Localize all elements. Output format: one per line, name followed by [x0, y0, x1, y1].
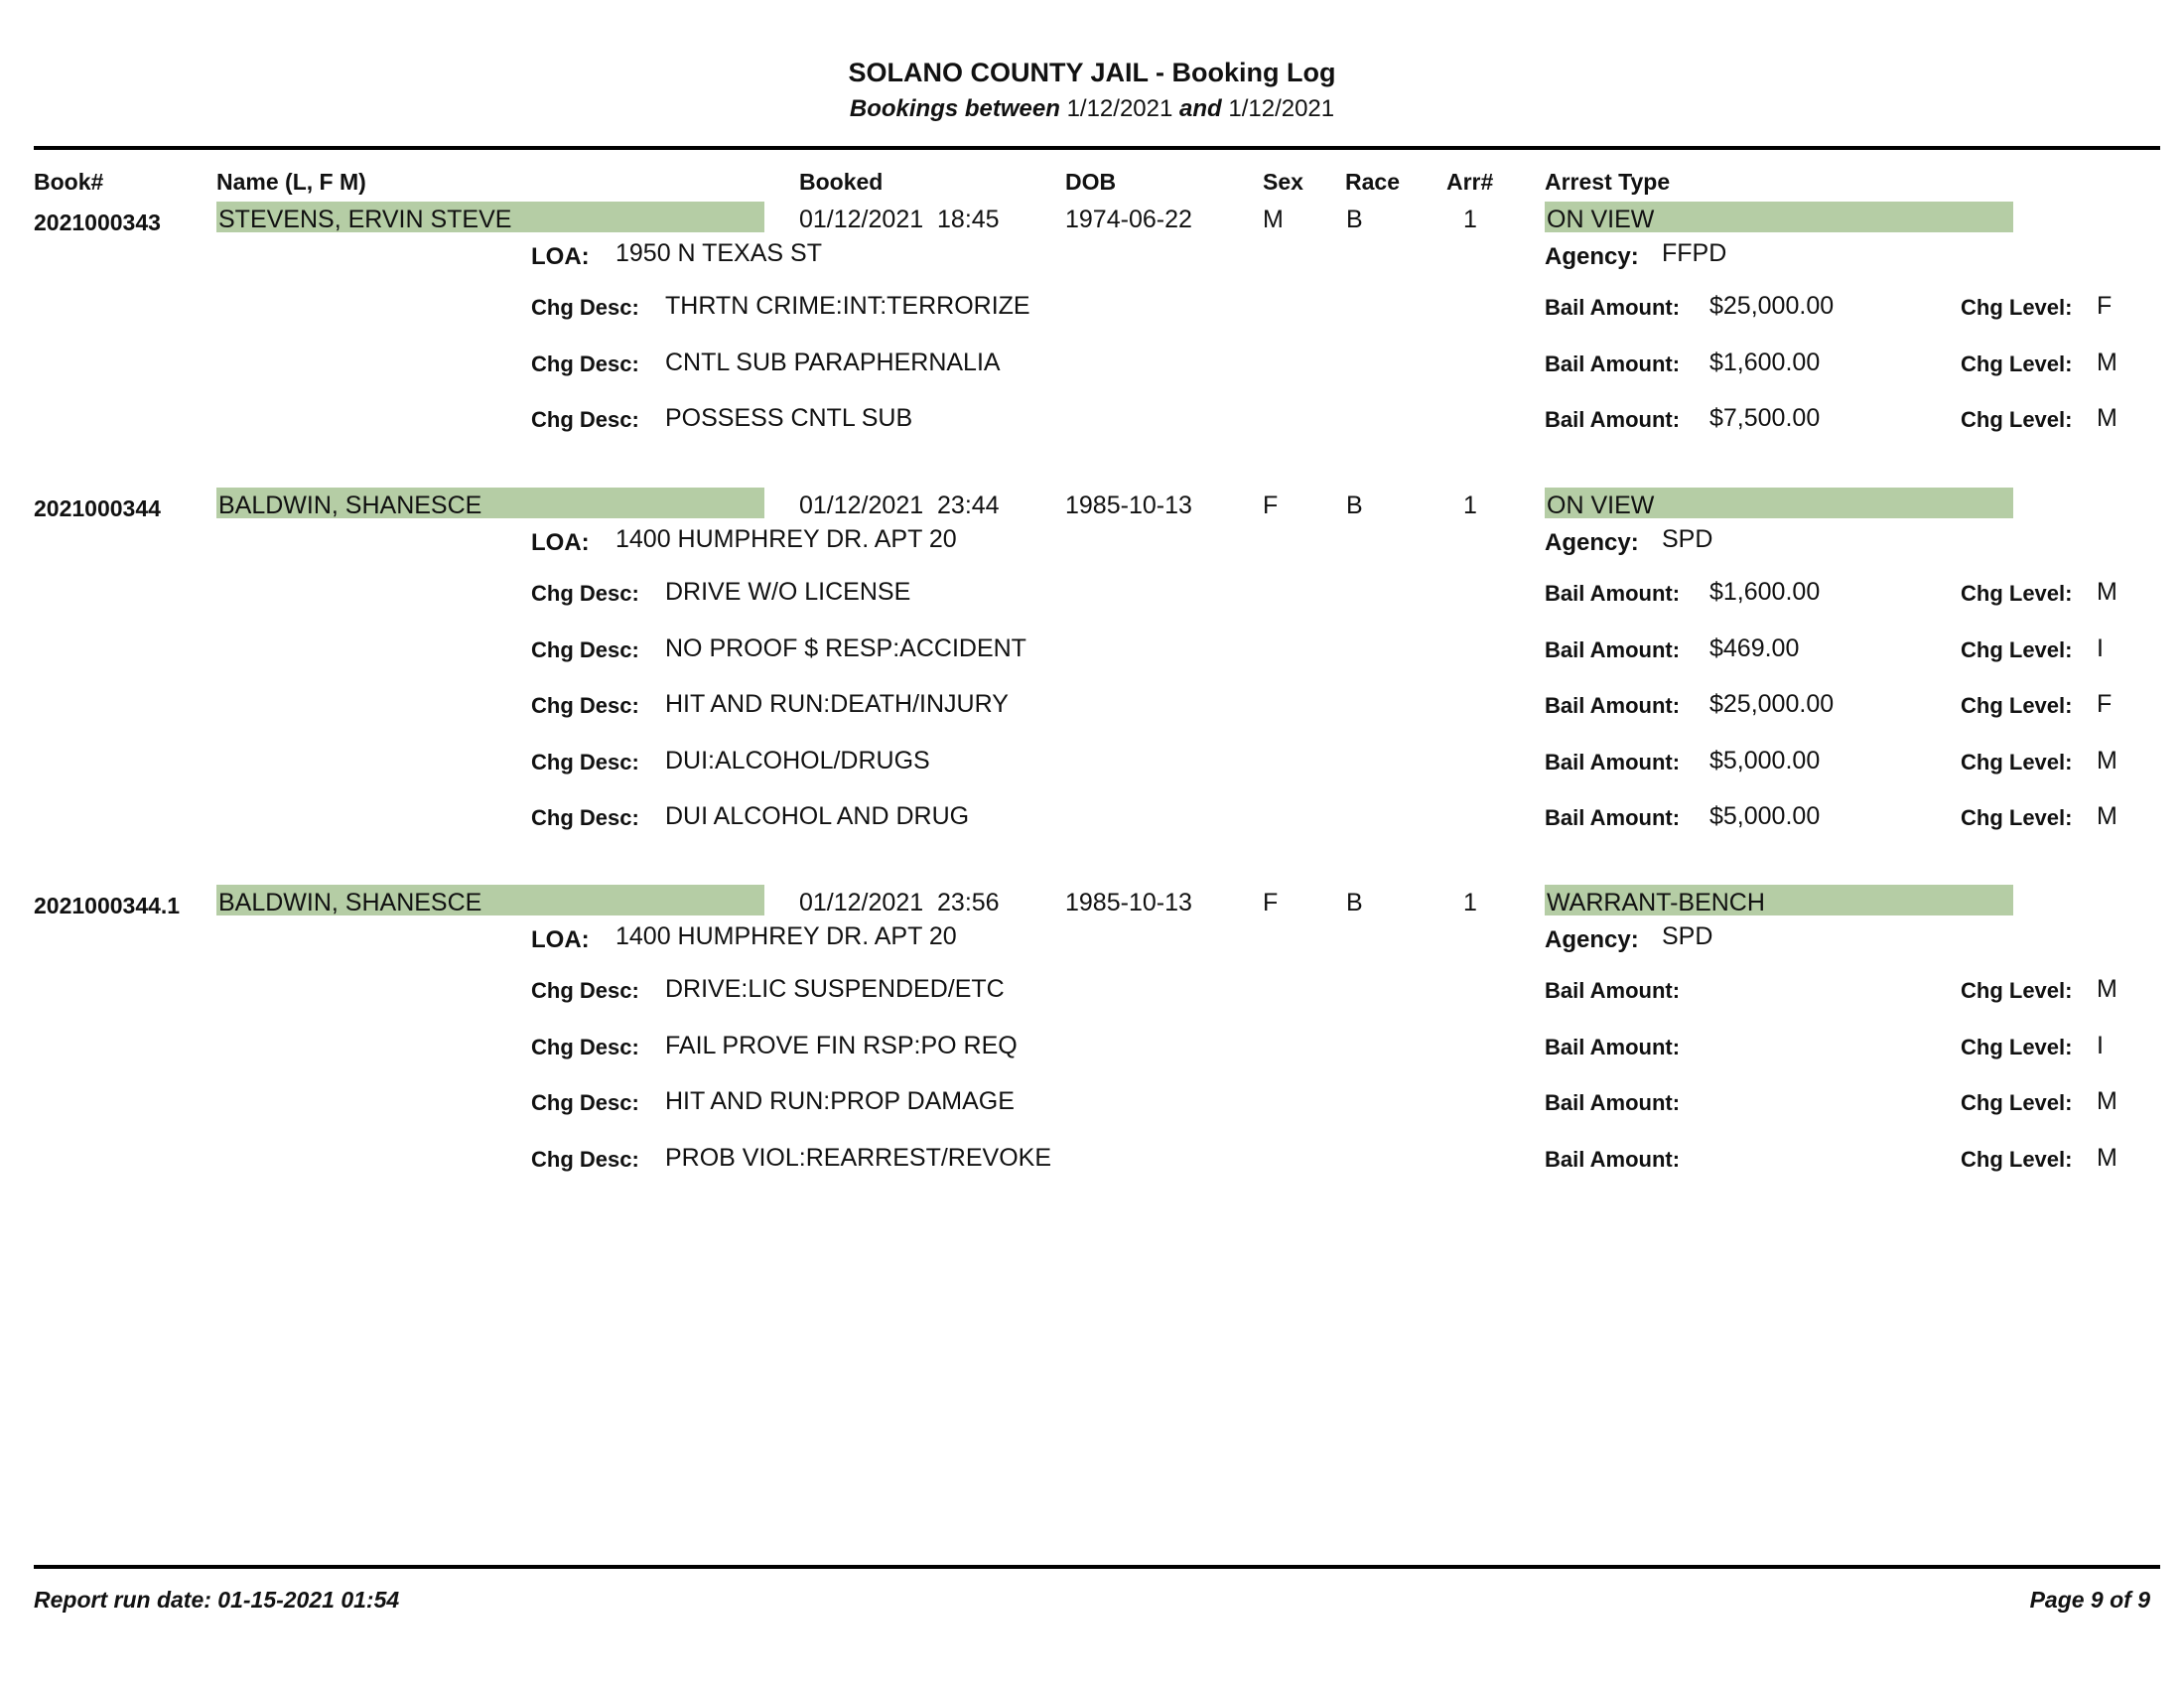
inmate-name: STEVENS, ERVIN STEVE [218, 206, 512, 233]
dob: 1985-10-13 [1065, 492, 1192, 519]
charge-description: HIT AND RUN:PROP DAMAGE [665, 1087, 1015, 1115]
sex: F [1263, 492, 1279, 519]
book-number: 2021000344 [34, 495, 161, 521]
chg-desc-label: Chg Desc: [531, 1147, 639, 1172]
bail-amount-label: Bail Amount: [1545, 1147, 1681, 1172]
race: B [1346, 206, 1363, 233]
booked-datetime: 01/12/2021 18:45 [799, 206, 1000, 233]
charge-description: POSSESS CNTL SUB [665, 404, 913, 432]
loa-label: LOA: [531, 926, 590, 953]
agency-label: Agency: [1545, 243, 1639, 270]
bail-amount-label: Bail Amount: [1545, 750, 1681, 774]
chg-desc-label: Chg Desc: [531, 693, 639, 718]
arrest-type: WARRANT-BENCH [1547, 889, 1765, 916]
arrest-number: 1 [1463, 889, 1477, 916]
arrest-number: 1 [1463, 492, 1477, 519]
bail-amount: $5,000.00 [1709, 747, 1821, 774]
subtitle-prefix: Bookings between [849, 95, 1060, 122]
name-highlight [216, 885, 764, 915]
charge-level: F [2097, 690, 2113, 718]
header-rule [34, 146, 2160, 150]
chg-desc-label: Chg Desc: [531, 750, 639, 774]
chg-desc-label: Chg Desc: [531, 805, 639, 830]
col-sex: Sex [1263, 169, 1303, 195]
bail-amount: $469.00 [1709, 634, 1800, 662]
charge-level: M [2097, 1087, 2117, 1115]
chg-desc-label: Chg Desc: [531, 1035, 639, 1059]
booked-datetime: 01/12/2021 23:56 [799, 889, 1000, 916]
charge-level: M [2097, 802, 2117, 830]
col-booked: Booked [799, 169, 884, 195]
charge-level: M [2097, 747, 2117, 774]
bail-amount: $5,000.00 [1709, 802, 1821, 830]
dob: 1974-06-22 [1065, 206, 1192, 233]
name-highlight [216, 202, 764, 232]
chg-level-label: Chg Level: [1961, 295, 2073, 320]
report-run-date: Report run date: 01-15-2021 01:54 [34, 1587, 400, 1613]
col-arrest-type: Arrest Type [1545, 169, 1671, 195]
charge-description: NO PROOF $ RESP:ACCIDENT [665, 634, 1026, 662]
charge-level: M [2097, 1144, 2117, 1172]
arrest-type: ON VIEW [1547, 492, 1655, 519]
charge-level: F [2097, 292, 2113, 320]
loa-address: 1400 HUMPHREY DR. APT 20 [615, 525, 957, 553]
chg-level-label: Chg Level: [1961, 750, 2073, 774]
date-to: 1/12/2021 [1228, 95, 1335, 122]
chg-desc-label: Chg Desc: [531, 637, 639, 662]
bail-amount-label: Bail Amount: [1545, 581, 1681, 606]
arrest-number: 1 [1463, 206, 1477, 233]
chg-level-label: Chg Level: [1961, 637, 2073, 662]
charge-description: DUI:ALCOHOL/DRUGS [665, 747, 930, 774]
chg-level-label: Chg Level: [1961, 1090, 2073, 1115]
bail-amount-label: Bail Amount: [1545, 295, 1681, 320]
bail-amount: $7,500.00 [1709, 404, 1821, 432]
col-race: Race [1345, 169, 1400, 195]
bail-amount: $25,000.00 [1709, 292, 1835, 320]
arrest-type-highlight [1545, 488, 2013, 518]
chg-desc-label: Chg Desc: [531, 581, 639, 606]
col-name: Name (L, F M) [216, 169, 366, 195]
inmate-name: BALDWIN, SHANESCE [218, 492, 482, 519]
bail-amount-label: Bail Amount: [1545, 693, 1681, 718]
loa-label: LOA: [531, 243, 590, 270]
sex: F [1263, 889, 1279, 916]
bail-amount-label: Bail Amount: [1545, 352, 1681, 376]
bail-amount-label: Bail Amount: [1545, 1090, 1681, 1115]
charge-description: DRIVE W/O LICENSE [665, 578, 911, 606]
chg-level-label: Chg Level: [1961, 407, 2073, 432]
charge-description: FAIL PROVE FIN RSP:PO REQ [665, 1032, 1018, 1059]
book-number: 2021000343 [34, 210, 161, 235]
name-highlight [216, 488, 764, 518]
charge-description: HIT AND RUN:DEATH/INJURY [665, 690, 1009, 718]
agency-label: Agency: [1545, 529, 1639, 556]
charge-level: I [2097, 1032, 2104, 1059]
bail-amount: $1,600.00 [1709, 578, 1821, 606]
footer-rule [34, 1565, 2160, 1569]
bail-amount: $1,600.00 [1709, 349, 1821, 376]
chg-level-label: Chg Level: [1961, 352, 2073, 376]
charge-level: M [2097, 975, 2117, 1003]
col-arr: Arr# [1446, 169, 1494, 195]
charge-level: M [2097, 404, 2117, 432]
charge-description: DRIVE:LIC SUSPENDED/ETC [665, 975, 1005, 1003]
chg-desc-label: Chg Desc: [531, 407, 639, 432]
chg-level-label: Chg Level: [1961, 581, 2073, 606]
arrest-type: ON VIEW [1547, 206, 1655, 233]
report-subtitle [0, 95, 2184, 123]
agency: SPD [1662, 525, 1713, 553]
charge-description: PROB VIOL:REARREST/REVOKE [665, 1144, 1051, 1172]
chg-desc-label: Chg Desc: [531, 352, 639, 376]
charge-description: CNTL SUB PARAPHERNALIA [665, 349, 1001, 376]
col-book: Book# [34, 169, 104, 195]
dob: 1985-10-13 [1065, 889, 1192, 916]
bail-amount-label: Bail Amount: [1545, 978, 1681, 1003]
bail-amount-label: Bail Amount: [1545, 1035, 1681, 1059]
report-title: SOLANO COUNTY JAIL - Booking Log [848, 58, 1336, 87]
bail-amount-label: Bail Amount: [1545, 805, 1681, 830]
book-number: 2021000344.1 [34, 893, 181, 918]
inmate-name: BALDWIN, SHANESCE [218, 889, 482, 916]
charge-description: DUI ALCOHOL AND DRUG [665, 802, 970, 830]
charge-description: THRTN CRIME:INT:TERRORIZE [665, 292, 1030, 320]
chg-level-label: Chg Level: [1961, 1035, 2073, 1059]
sex: M [1263, 206, 1284, 233]
race: B [1346, 889, 1363, 916]
charge-level: I [2097, 634, 2104, 662]
chg-desc-label: Chg Desc: [531, 978, 639, 1003]
col-dob: DOB [1065, 169, 1117, 195]
chg-desc-label: Chg Desc: [531, 1090, 639, 1115]
subtitle-and: and [1179, 95, 1222, 122]
race: B [1346, 492, 1363, 519]
arrest-type-highlight [1545, 202, 2013, 232]
charge-level: M [2097, 578, 2117, 606]
chg-level-label: Chg Level: [1961, 1147, 2073, 1172]
chg-level-label: Chg Level: [1961, 978, 2073, 1003]
agency-label: Agency: [1545, 926, 1639, 953]
loa-address: 1400 HUMPHREY DR. APT 20 [615, 922, 957, 950]
bail-amount-label: Bail Amount: [1545, 407, 1681, 432]
arrest-type-highlight [1545, 885, 2013, 915]
loa-address: 1950 N TEXAS ST [615, 239, 822, 267]
chg-level-label: Chg Level: [1961, 805, 2073, 830]
bail-amount-label: Bail Amount: [1545, 637, 1681, 662]
loa-label: LOA: [531, 529, 590, 556]
chg-desc-label: Chg Desc: [531, 295, 639, 320]
agency: FFPD [1662, 239, 1727, 267]
chg-level-label: Chg Level: [1961, 693, 2073, 718]
booked-datetime: 01/12/2021 23:44 [799, 492, 1000, 519]
charge-level: M [2097, 349, 2117, 376]
page-number: Page 9 of 9 [2029, 1587, 2150, 1613]
agency: SPD [1662, 922, 1713, 950]
bail-amount: $25,000.00 [1709, 690, 1835, 718]
date-from: 1/12/2021 [1066, 95, 1173, 122]
